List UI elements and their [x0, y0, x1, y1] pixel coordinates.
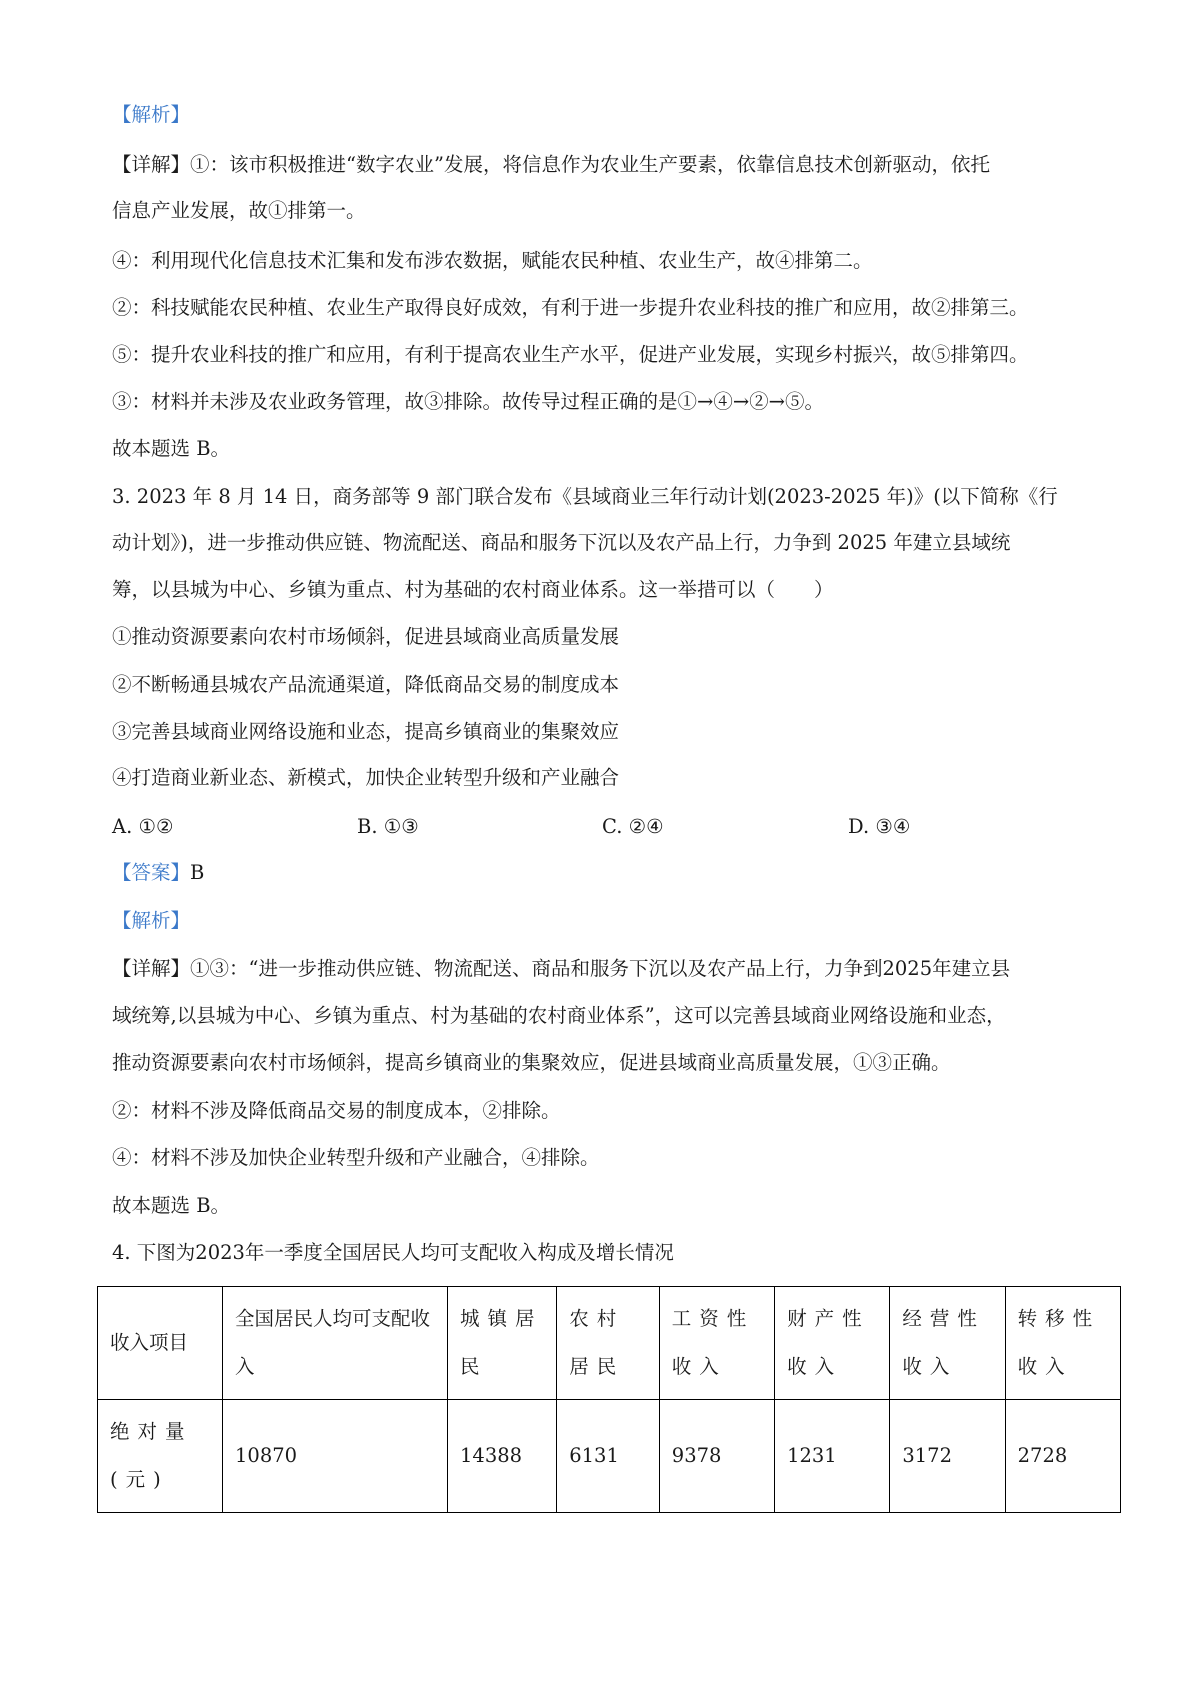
table-cell: 3172	[890, 1400, 1005, 1513]
explanation-line: ⑤：提升农业科技的推广和应用，有利于提高农业生产水平，促进产业发展，实现乡村振兴，故⑤排第四。	[112, 343, 1029, 366]
table-cell: 10870	[223, 1400, 448, 1513]
answer-conclusion: 故本题选 B。	[112, 437, 231, 460]
answer-value: B	[190, 861, 205, 884]
analysis-label: 【解析】	[112, 103, 191, 126]
table-header-cell: 经营性收入	[890, 1287, 1005, 1400]
table-row-label: 绝对量(元)	[98, 1400, 223, 1513]
explanation-line: 【详解】①：该市积极推进“数字农业”发展，将信息作为农业生产要素，依靠信息技术创新驱动，依托	[112, 153, 990, 176]
explanation-line: ④：材料不涉及加快企业转型升级和产业融合，④排除。	[112, 1146, 600, 1169]
table-cell: 9378	[659, 1400, 774, 1513]
statement-item: ④打造商业新业态、新模式，加快企业转型升级和产业融合	[112, 766, 620, 789]
answer-label: 【答案】	[112, 861, 191, 884]
explanation-line: ②：材料不涉及降低商品交易的制度成本，②排除。	[112, 1099, 561, 1122]
table-header-cell: 财产性收入	[775, 1287, 890, 1400]
table-header-row	[98, 1287, 1121, 1400]
question-stem: 3. 2023 年 8 月 14 日，商务部等 9 部门联合发布《县域商业三年行动计划(2023-2025 年)》(以下简称《行	[112, 485, 1058, 508]
statement-item: ③完善县域商业网络设施和业态，提高乡镇商业的集聚效应	[112, 720, 620, 743]
explanation-line: 推动资源要素向农村市场倾斜，提高乡镇商业的集聚效应，促进县域商业高质量发展，①③正确。	[112, 1051, 951, 1074]
table-row	[98, 1400, 1121, 1513]
explanation-line: ②：科技赋能农民种植、农业生产取得良好成效，有利于进一步提升农业科技的推广和应用，故②排第三。	[112, 296, 1029, 319]
income-table	[97, 1286, 1121, 1513]
option-c: C. ②④	[602, 815, 664, 838]
explanation-line: 【详解】①③：“进一步推动供应链、物流配送、商品和服务下沉以及农产品上行，力争到2025年建立县	[112, 957, 1011, 980]
table-header-cell: 工资性收入	[659, 1287, 774, 1400]
explanation-line: 信息产业发展，故①排第一。	[112, 199, 366, 222]
table-header-cell: 收入项目	[98, 1287, 223, 1400]
question-stem: 动计划》)，进一步推动供应链、物流配送、商品和服务下沉以及农产品上行，力争到 2025 年建立县域统	[112, 531, 1011, 554]
answer-conclusion: 故本题选 B。	[112, 1194, 231, 1217]
question-stem: 筹，以县城为中心、乡镇为重点、村为基础的农村商业体系。这一举措可以（ ）	[112, 578, 834, 601]
analysis-label: 【解析】	[112, 909, 191, 932]
question-stem: 4. 下图为2023年一季度全国居民人均可支配收入构成及增长情况	[112, 1241, 674, 1264]
explanation-line: ④：利用现代化信息技术汇集和发布涉农数据，赋能农民种植、农业生产，故④排第二。	[112, 249, 873, 272]
explanation-line: 域统筹,以县城为中心、乡镇为重点、村为基础的农村商业体系”，这可以完善县域商业网络设施和业态，	[112, 1004, 1006, 1027]
table-header-cell: 城镇居民	[448, 1287, 557, 1400]
table-cell: 6131	[557, 1400, 660, 1513]
table-header-cell: 农村居民	[557, 1287, 660, 1400]
option-a: A. ①②	[112, 815, 174, 838]
option-b: B. ①③	[357, 815, 419, 838]
table-cell: 14388	[448, 1400, 557, 1513]
table-header-cell: 转移性收入	[1005, 1287, 1120, 1400]
option-d: D. ③④	[848, 815, 911, 838]
statement-item: ②不断畅通县城农产品流通渠道，降低商品交易的制度成本	[112, 673, 620, 696]
table-header-cell: 全国居民人均可支配收入	[223, 1287, 448, 1400]
statement-item: ①推动资源要素向农村市场倾斜，促进县域商业高质量发展	[112, 625, 620, 648]
table-cell: 2728	[1005, 1400, 1120, 1513]
explanation-line: ③：材料并未涉及农业政务管理，故③排除。故传导过程正确的是①→④→②→⑤。	[112, 390, 825, 413]
table-cell: 1231	[775, 1400, 890, 1513]
answer-line	[112, 858, 1112, 888]
